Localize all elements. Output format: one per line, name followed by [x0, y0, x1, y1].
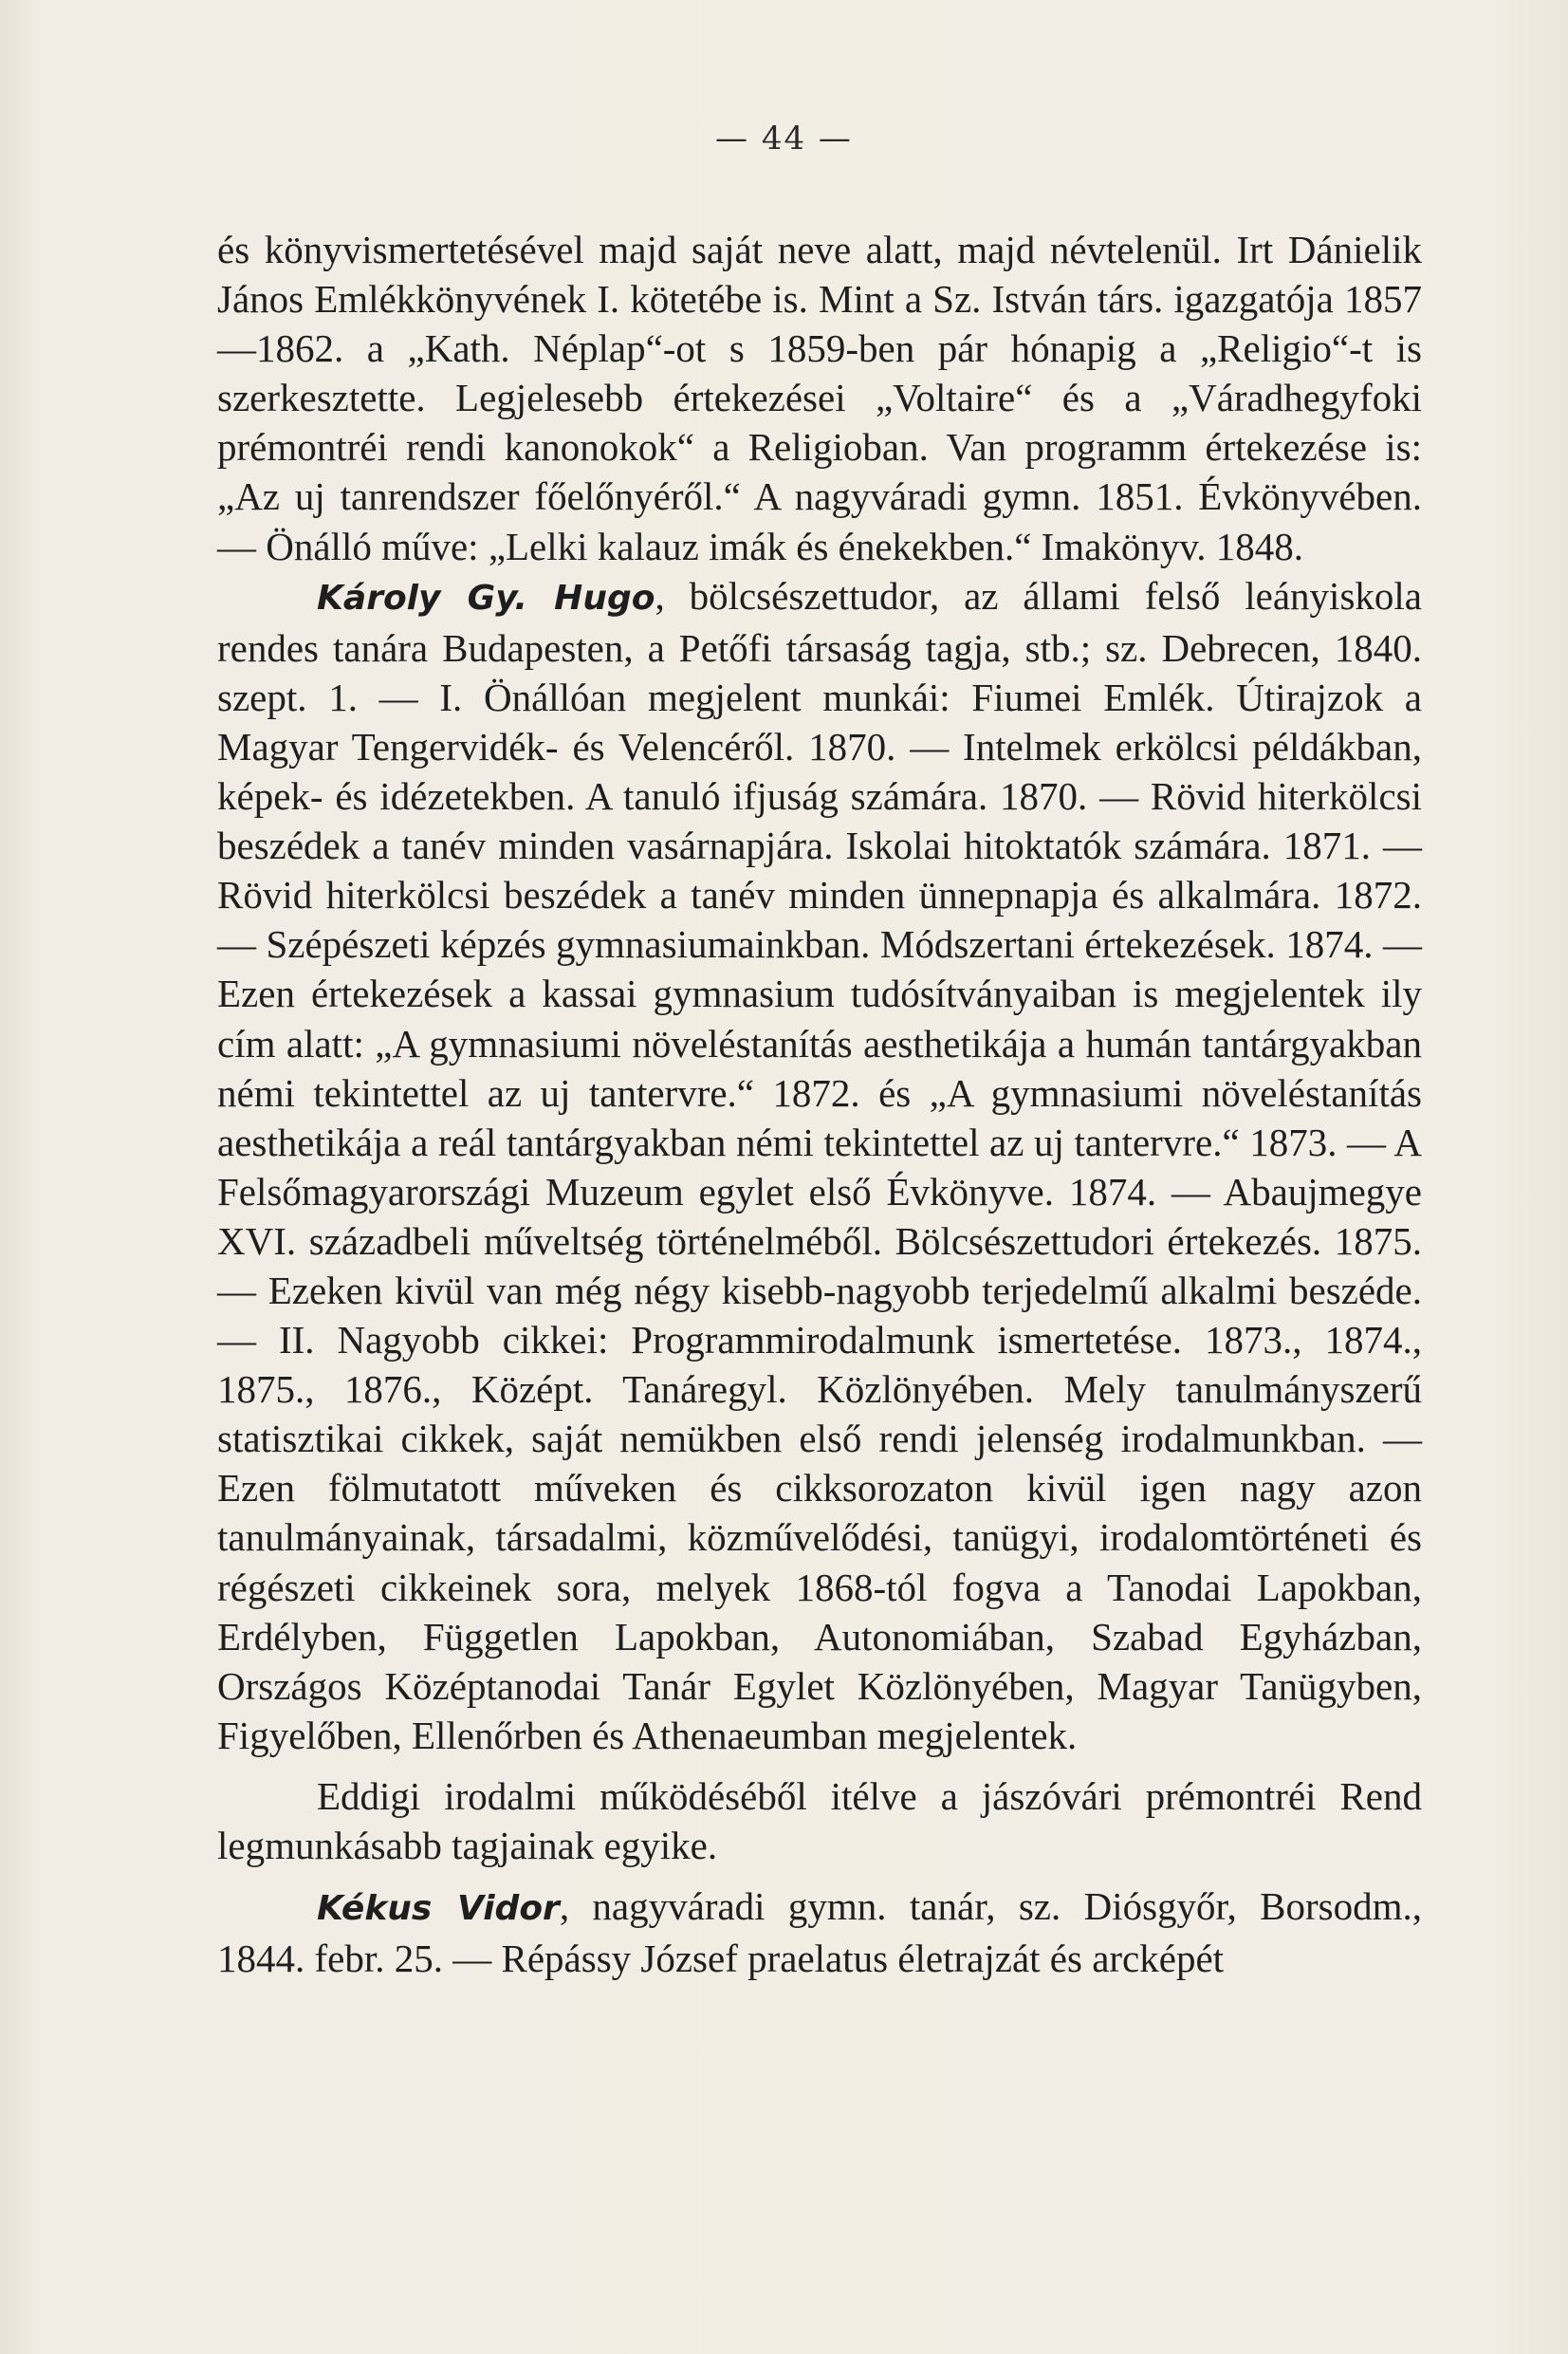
entry-name: Kékus Vidor — [317, 1889, 560, 1929]
entry-name: Károly Gy. Hugo — [317, 578, 655, 618]
page-number: — 44 — — [715, 120, 853, 158]
entry-kekus-vidor — [217, 1881, 1422, 1983]
paragraph-summary — [217, 1771, 1422, 1870]
paragraph-text: és könyvismertetésével majd saját neve alatt, majd névtelenül. Irt Dánielik János Emlékkönyvének I. kötetébe is. Mint a Sz. István társ. igazgatója 1857—1862. a „Kath. Néplap“-ot s 1859-ben pár hónapig a „Religio“-t is szerkesztette. Legjelesebb értekezései „Voltaire“ és a „Váradhegyfoki prémontréi rendi kanonokok“ a Religioban. Van programm értekezése is: „Az uj tanrendszer főelőnyéről.“ A nagyváradi gymn. 1851. Évkönyvében. — Önálló műve: „Lelki kalauz imák és énekekben.“ Imakönyv. 1848. — [217, 228, 1422, 568]
paragraph-text: Eddigi irodalmi működéséből itélve a jászóvári prémontréi Rend legmunkásabb tagjainak egyike. — [217, 1773, 1422, 1867]
paragraph-continuation — [217, 225, 1422, 571]
entry-karoly-hugo — [217, 571, 1422, 1760]
body-text — [217, 225, 1422, 1983]
entry-text: , nagyváradi gymn. tanár, sz. Diósgyőr, Borsodm., 1844. febr. 25. — Répássy József praelatus életrajzát és arcképét — [217, 1884, 1422, 1981]
entry-text: , bölcsészettudor, az állami felső leányiskola rendes tanára Budapesten, a Petőfi társaság tagja, stb.; sz. Debrecen, 1840. szept. 1. — I. Önállóan megjelent munkái: Fiumei Emlék. Útirajzok a Magyar Tengervidék- és Velencéről. 1870. — Intelmek erkölcsi példákban, képek- és idézetekben. A tanuló ifjuság számára. 1870. — Rövid hiterkölcsi beszédek a tanév minden vasárnapjára. Iskolai hitoktatók számára. 1871. — Rövid hiterkölcsi beszédek a tanév minden ünnepnapja és alkalmára. 1872. — Szépészeti képzés gymnasiumainkban. Módszertani értekezések. 1874. — Ezen értekezések a kassai gymnasium tudósítványaiban is megjelentek ily cím alatt: „A gymnasiumi növeléstanítás aesthetikája a humán tantárgyakban némi tekintettel az uj tantervre.“ 1872. és „A gymnasiumi növeléstanítás aesthetikája a reál tantárgyakban némi tekintettel az uj tantervre.“ 1873. — A Felsőmagyarországi Muzeum egylet első Évkönyve. 1874. — Abaujmegye XVI. századbeli műveltség történelméből. Bölcsészettudori értekezés. 1875. — Ezeken kivül van még négy kisebb-nagyobb terjedelmű alkalmi beszéde. — II. Nagyobb cikkei: Programmirodalmunk ismertetése. 1873., 1874., 1875., 1876., Középt. Tanáregyl. Közlönyében. Mely tanulmányszerű statisztikai cikkek, saját nemükben első rendi jelenség irodalmunkban. — Ezen fölmutatott műveken és cikksorozaton kivül igen nagy azon tanulmányainak, társadalmi, közművelődési, tanügyi, irodalomtörténeti és régészeti cikkeinek sora, melyek 1868-tól fogva a Tanodai Lapokban, Erdélyben, Független Lapokban, Autonomiában, Szabad Egyházban, Országos Középtanodai Tanár Egylet Közlönyében, Magyar Tanügyben, Figyelőben, Ellenőrben és Athenaeumban megjelentek. — [217, 573, 1422, 1757]
